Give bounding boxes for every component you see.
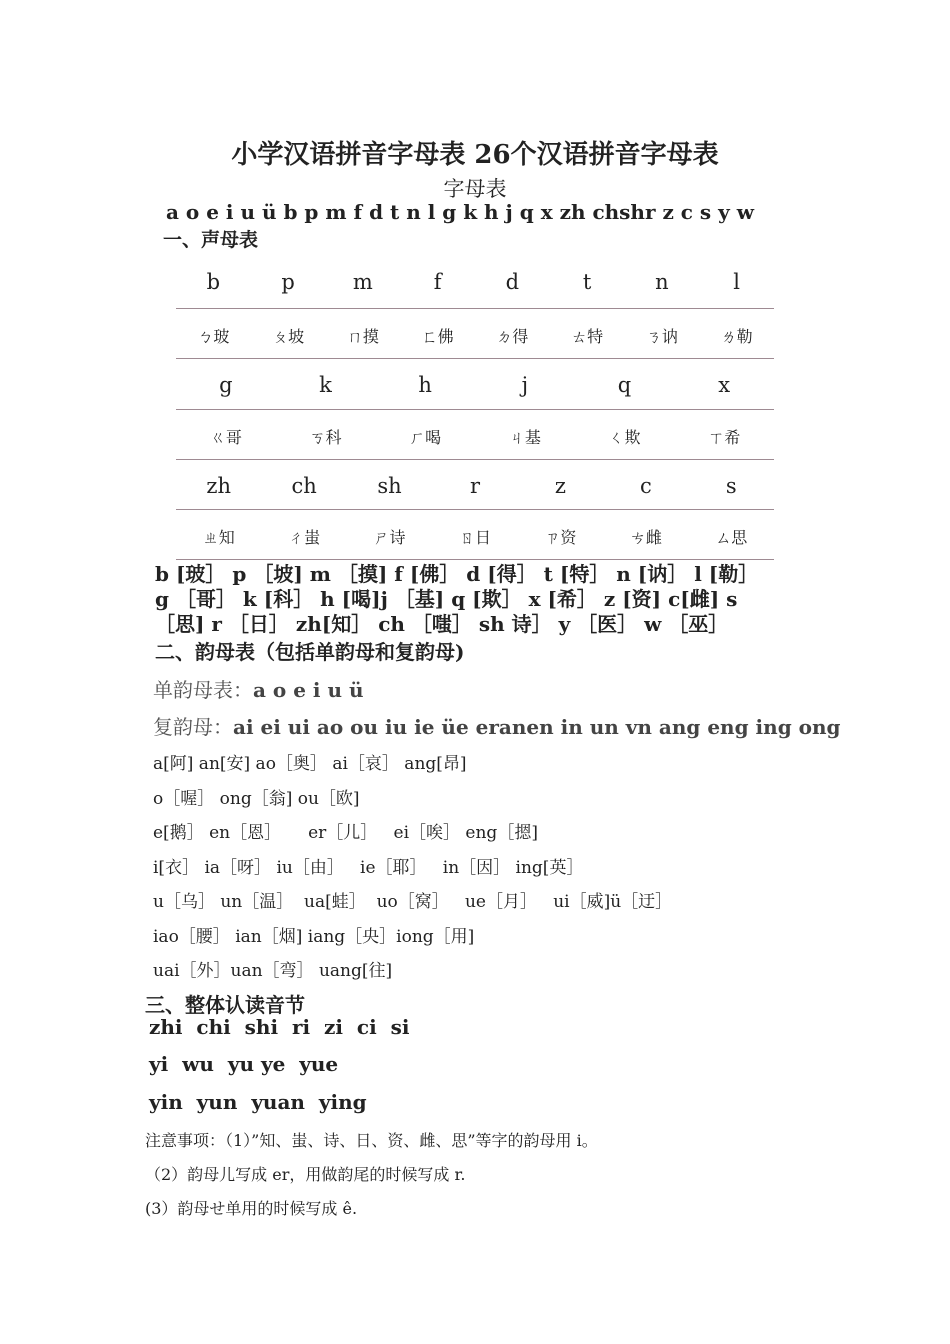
bopomofo-cell: ㄗ资	[544, 528, 577, 547]
bopomofo-cell: ㄐ基	[508, 428, 541, 447]
bopomofo-cell: ㄉ得	[496, 327, 529, 346]
initial-cell: zh	[206, 474, 231, 498]
initial-cell: h	[418, 373, 432, 397]
simple-finals	[153, 674, 364, 703]
whole-syllables-line: zhi chi shi ri zi ci si	[149, 1015, 410, 1039]
bopomofo-cell: ㄏ喝	[409, 428, 442, 447]
table-divider	[176, 308, 774, 309]
table-divider	[176, 559, 774, 560]
bopomofo-cell: ㄕ诗	[373, 528, 406, 547]
initial-cell: g	[219, 373, 233, 397]
bopomofo-cell: ㄔ蚩	[288, 528, 321, 547]
initial-cell: m	[352, 270, 373, 294]
whole-syllables-line: yin yun yuan ying	[149, 1090, 367, 1114]
bopomofo-cell: ㄌ勒	[720, 327, 753, 346]
compound-finals	[153, 711, 841, 740]
alphabet-line: a o e i u ü b p m f d t n l g k h j q x zh chshr z c s y w	[166, 200, 754, 224]
finals-line: uai［外］uan［弯］ uang[往]	[153, 961, 393, 981]
initial-cell: p	[281, 270, 295, 294]
initial-cell: k	[319, 373, 332, 397]
initial-cell: t	[582, 270, 592, 294]
initial-cell: ch	[291, 474, 317, 498]
simple-finals-value: a o e i u ü	[253, 678, 364, 702]
bopomofo-cell: ㄓ知	[202, 528, 235, 547]
initial-cell: x	[718, 373, 731, 397]
compound-finals-value: ai ei ui ao ou iu ie üe eranen in un vn ang eng ing ong	[233, 715, 841, 739]
initials-row-1-latin	[176, 270, 774, 294]
bopomofo-cell: ㄒ希	[708, 428, 741, 447]
table-divider	[176, 358, 774, 359]
initials-row-1-bopomofo	[176, 324, 774, 347]
finals-line: iao［腰］ ian［烟] iang［央］iong［用]	[153, 927, 475, 947]
finals-line: o［喔］ ong［翁] ou［欧]	[153, 789, 360, 809]
note-line: (3）韵母せ单用的时候写成 ê.	[145, 1199, 358, 1218]
finals-line: a[阿] an[安] ao［奥］ ai［哀］ ang[昂]	[153, 754, 467, 774]
page-subtitle: 字母表	[443, 177, 507, 201]
bopomofo-cell: ㄊ特	[571, 327, 604, 346]
finals-line: e[鹅］ en［恩］ er［儿］ ei［唉］ eng［摁]	[153, 823, 538, 843]
bopomofo-cell: ㄎ科	[309, 428, 342, 447]
bopomofo-cell: ㄍ哥	[209, 428, 242, 447]
finals-line: i[衣］ ia［呀］ iu［由］ ie［耶］ in［因］ ing[英］	[153, 858, 584, 878]
bopomofo-cell: ㄘ雌	[629, 528, 662, 547]
bopomofo-cell: ㄆ坡	[272, 327, 305, 346]
note-line: （2）韵母儿写成 er，用做韵尾的时候写成 r.	[145, 1165, 466, 1184]
bopomofo-cell: ㄈ佛	[421, 327, 454, 346]
bopomofo-cell: ㄙ思	[715, 528, 748, 547]
bopomofo-cell: ㄖ日	[458, 528, 491, 547]
initial-cell: f	[433, 270, 442, 294]
section-heading-initials: 一、声母表	[163, 229, 259, 251]
table-divider	[176, 459, 774, 460]
whole-syllables-line: yi wu yu ye yue	[149, 1052, 339, 1076]
finals-line: u［乌］ un［温］ ua[蛙］ uo［窝］ ue［月］ ui［威]ü［迂］	[153, 892, 673, 912]
initials-row-2-bopomofo	[176, 425, 774, 448]
initial-cell: z	[554, 474, 566, 498]
initials-row-3-bopomofo	[176, 525, 774, 548]
bopomofo-cell: ㄅ玻	[197, 327, 230, 346]
initial-cell: c	[639, 474, 652, 498]
initial-cell: d	[505, 270, 520, 294]
section-heading-whole-syllables: 三、整体认读音节	[145, 993, 305, 1017]
bopomofo-cell: ㄇ摸	[346, 327, 379, 346]
initial-cell: l	[733, 270, 740, 294]
initial-cell: b	[206, 270, 221, 294]
initial-cell: j	[521, 373, 529, 397]
note-line: 注意事项：（1）”知、蚩、诗、日、资、雌、思”等字的韵母用 i。	[145, 1131, 598, 1150]
initials-row-3-latin	[176, 474, 774, 498]
table-divider	[176, 409, 774, 410]
section-heading-finals: 二、韵母表（包括单韵母和复韵母)	[155, 640, 465, 664]
bopomofo-cell: ㄑ欺	[608, 428, 641, 447]
initials-paragraph: b [玻］ p ［坡] m ［摸] f [佛］ d [得］ t [特］ n [讷］ l [勒］ g ［哥］ k [科］ h [喝]j ［基] q [欺］ x [希］ z [资] c[雌] s ［思] r ［日］ zh[知］ ch ［嗤］ sh 诗］ y ［医］ w ［巫］	[155, 562, 759, 636]
initial-cell: r	[469, 474, 480, 498]
simple-finals-label: 单韵母表：	[153, 678, 253, 702]
initial-cell: q	[617, 373, 632, 397]
initial-cell: sh	[377, 474, 402, 498]
initial-cell: n	[655, 270, 669, 294]
bopomofo-cell: ㄋ讷	[645, 327, 678, 346]
initials-row-2-latin	[176, 373, 774, 397]
compound-finals-label: 复韵母：	[153, 715, 233, 739]
table-divider	[176, 509, 774, 510]
initial-cell: s	[725, 474, 737, 498]
page-title: 小学汉语拼音字母表 26个汉语拼音字母表	[231, 140, 719, 170]
